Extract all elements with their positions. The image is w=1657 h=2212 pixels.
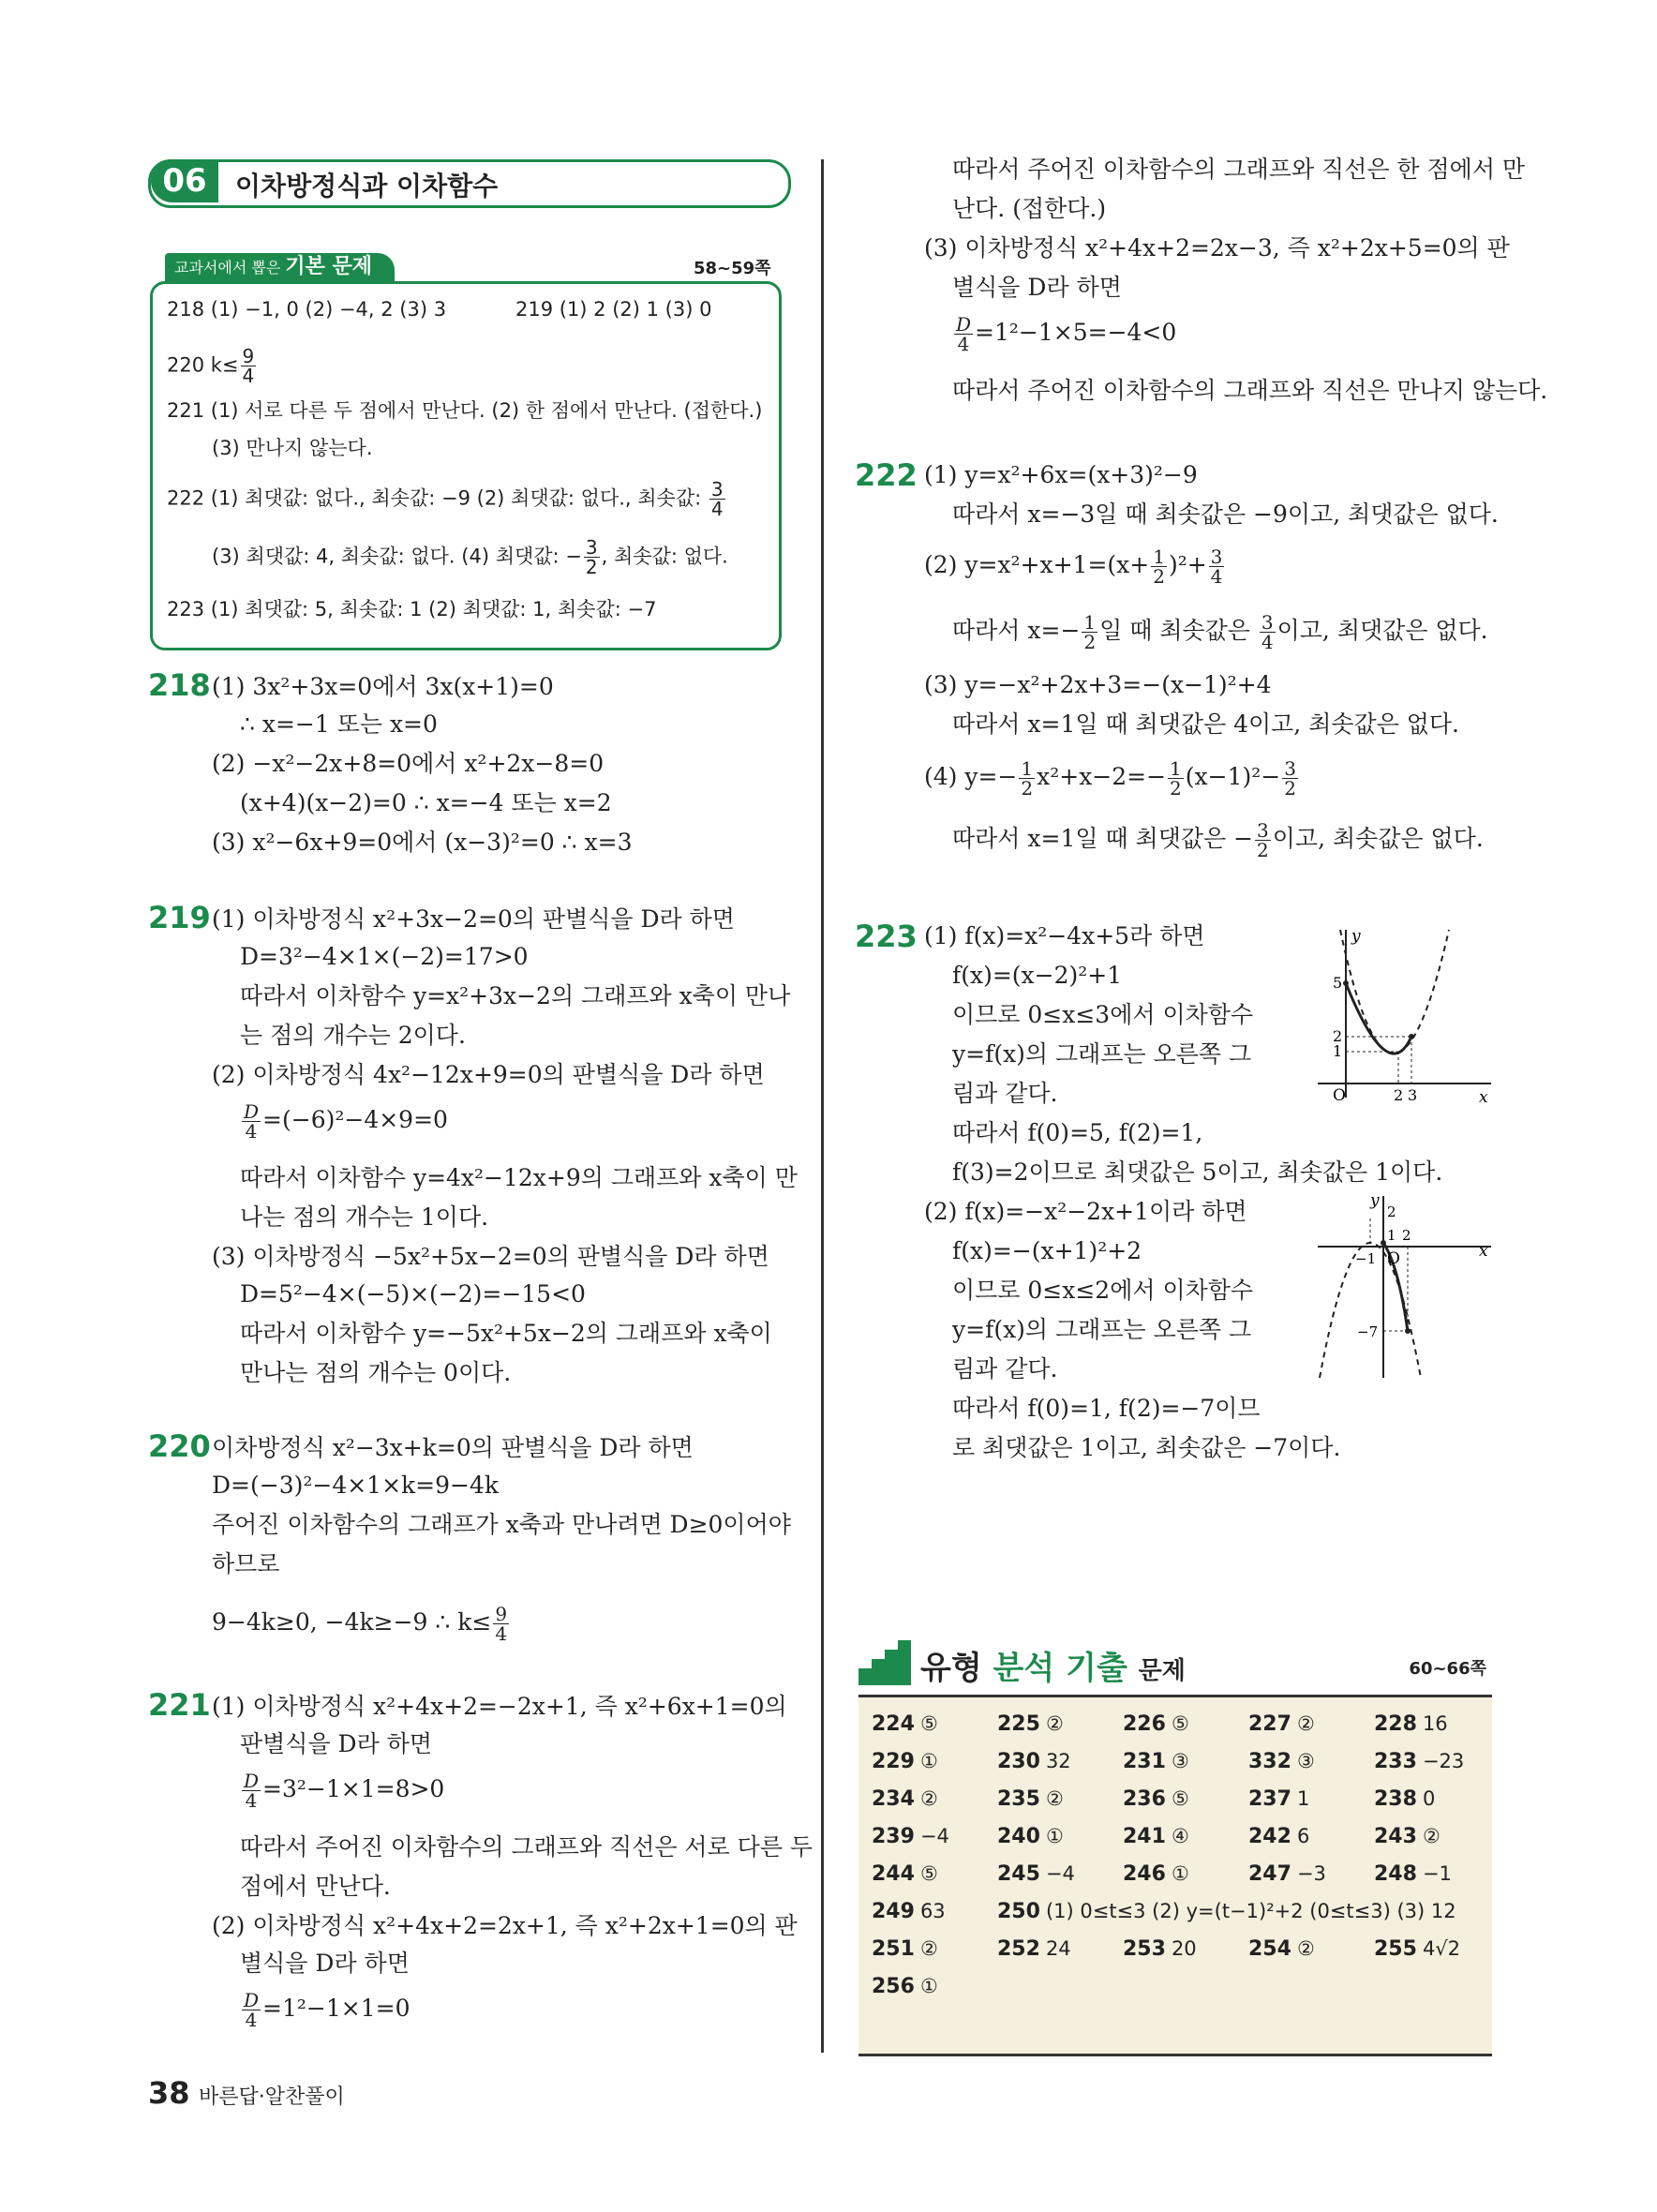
tick-label: 1 — [1387, 1227, 1396, 1244]
solution-line: f(x)=(x−2)²+1 — [952, 962, 1123, 989]
basic-row: 219 (1) 2 (2) 1 (3) 0 — [515, 298, 712, 321]
solution-line: (3) 이차방정식 −5x²+5x−2=0의 판별식을 D라 하면 — [212, 1243, 769, 1270]
problem-number: 221 — [148, 1687, 211, 1723]
solution-line: (3) x²−6x+9=0에서 (x−3)²=0 ∴ x=3 — [212, 829, 633, 856]
solution-line: D=3²−4×1×(−2)=17>0 — [240, 943, 529, 970]
answer-item: 245 −4 — [997, 1862, 1075, 1886]
basic-tag-big: 기본 문제 — [285, 255, 373, 278]
solution-line: 이차방정식 x²−3x+k=0의 판별식을 D라 하면 — [212, 1434, 694, 1461]
basic-row: 218 (1) −1, 0 (2) −4, 2 (3) 3 — [167, 298, 447, 321]
solution-line: (2) f(x)=−x²−2x+1이라 하면 — [924, 1198, 1247, 1225]
solution-line: y=f(x)의 그래프는 오른쪽 그 — [952, 1316, 1252, 1343]
solution-line: (2) −x²−2x+8=0에서 x²+2x−8=0 — [212, 750, 605, 777]
solution-line: 따라서 x=−3일 때 최솟값은 −9이고, 최댓값은 없다. — [952, 501, 1499, 528]
section-number: 06 — [151, 159, 218, 202]
section-title: 이차방정식과 이차함수 — [235, 171, 499, 202]
answer-item: 332 ③ — [1248, 1750, 1315, 1773]
solution-line: (3) y=−x²+2x+3=−(x−1)²+4 — [924, 671, 1272, 698]
solution-line: 별식을 D라 하면 — [240, 1950, 410, 1977]
answer-item: 241 ④ — [1123, 1825, 1189, 1848]
axis-label: x — [1479, 1088, 1488, 1102]
solution-line: 따라서 주어진 이차함수의 그래프와 직선은 서로 다른 두 — [240, 1833, 814, 1861]
solution-line: 림과 같다. — [952, 1080, 1058, 1107]
tick-label: 2 — [1387, 1203, 1396, 1220]
answer-item: 233 −23 — [1374, 1750, 1465, 1773]
tick-label: 2 — [1333, 1027, 1343, 1045]
solution-line: 이므로 0≤x≤3에서 이차함수 — [952, 1001, 1254, 1028]
solution-line: (1) f(x)=x²−4x+5라 하면 — [924, 922, 1205, 949]
solution-line: 하므로 — [212, 1550, 280, 1577]
basic-pages: 58~59쪽 — [694, 259, 771, 278]
solution-line: 따라서 x=1일 때 최댓값은 4이고, 최솟값은 없다. — [952, 710, 1459, 738]
solution-line: ∴ x=−1 또는 x=0 — [240, 710, 438, 738]
tick-label: 1 — [1333, 1042, 1343, 1060]
solution-line: 따라서 f(0)=1, f(2)=−7이므 — [952, 1395, 1261, 1422]
answer-item: 239 −4 — [872, 1825, 949, 1848]
answer-item: 251 ② — [872, 1937, 938, 1961]
problem-number: 222 — [855, 457, 918, 493]
solution-line: 9−4k≥0, −4k≥−9 ∴ k≤ $\frac{9}{4}$ — [212, 1603, 508, 1645]
basic-row: (3) 만나지 않는다. — [212, 437, 373, 459]
tick-label: 3 — [1408, 1086, 1418, 1102]
answer-item: 250 (1) 0≤t≤3 (2) y=(t−1)²+2 (0≤t≤3) (3) 12 — [997, 1900, 1456, 1923]
section-header — [148, 159, 791, 208]
graph-223-2 — [1308, 1190, 1496, 1387]
answer-item: 254 ② — [1248, 1937, 1315, 1961]
answer-item: 228 16 — [1374, 1712, 1448, 1736]
solution-line: 따라서 x=− $\frac{1}{2}$ 일 때 최솟값은 $\frac{3}{4}$ 이고, 최댓값은 없다. — [952, 611, 1488, 653]
solution-line: D=(−3)²−4×1×k=9−4k — [212, 1472, 500, 1499]
answer-item: 236 ⑤ — [1123, 1787, 1189, 1811]
solution-line: (1) 이차방정식 x²+3x−2=0의 판별식을 D라 하면 — [212, 905, 735, 933]
solution-line: 따라서 이차함수 y=x²+3x−2의 그래프와 x축이 만나 — [240, 982, 791, 1009]
answers-pages: 60~66쪽 — [1409, 1659, 1486, 1679]
answer-item: 230 32 — [997, 1750, 1071, 1773]
answer-item: 248 −1 — [1374, 1862, 1452, 1886]
answer-item: 238 0 — [1374, 1787, 1436, 1811]
solution-line: 따라서 주어진 이차함수의 그래프와 직선은 만나지 않는다. — [952, 377, 1548, 404]
answer-item: 224 ⑤ — [872, 1712, 938, 1736]
problem-number: 218 — [148, 667, 211, 703]
problem-number: 223 — [855, 919, 918, 954]
solution-line: 이므로 0≤x≤2에서 이차함수 — [952, 1277, 1254, 1304]
solution-line: (2) 이차방정식 4x²−12x+9=0의 판별식을 D라 하면 — [212, 1061, 765, 1088]
solution-line: (1) 이차방정식 x²+4x+2=−2x+1, 즉 x²+6x+1=0의 — [212, 1693, 787, 1720]
solution-line: 따라서 f(0)=5, f(2)=1, — [952, 1119, 1203, 1146]
solution-line: 따라서 이차함수 y=−5x²+5x−2의 그래프와 x축이 — [240, 1320, 772, 1347]
answer-item: 247 −3 — [1248, 1862, 1326, 1886]
solution-line: D=5²−4×(−5)×(−2)=−15<0 — [240, 1280, 586, 1308]
answer-item: 252 24 — [997, 1937, 1071, 1961]
column-divider — [821, 159, 824, 2053]
solution-line: (2) 이차방정식 x²+4x+2=2x+1, 즉 x²+2x+1=0의 판 — [212, 1912, 798, 1939]
axis-label: y — [1370, 1191, 1380, 1210]
answer-item: 231 ③ — [1123, 1750, 1189, 1773]
basic-row: 223 (1) 최댓값: 5, 최솟값: 1 (2) 최댓값: 1, 최솟값: −7 — [167, 598, 657, 620]
solution-line: 로 최댓값은 1이고, 최솟값은 −7이다. — [952, 1434, 1341, 1461]
tick-label: 5 — [1333, 974, 1343, 992]
solution-line: $\frac{D}{4}$ =(−6)²−4×9=0 — [244, 1100, 448, 1143]
solution-line: (1) y=x²+6x=(x+3)²−9 — [924, 461, 1198, 488]
origin-label: O — [1387, 1249, 1400, 1268]
answers-title: 유형 분석 기출 문제 — [920, 1650, 1186, 1687]
answer-item: 226 ⑤ — [1123, 1712, 1189, 1736]
axis-label: x — [1479, 1242, 1488, 1261]
answer-item: 229 ① — [872, 1750, 938, 1773]
solution-line: (1) 3x²+3x=0에서 3x(x+1)=0 — [212, 673, 554, 700]
answer-item: 253 20 — [1123, 1937, 1197, 1961]
solution-line: 림과 같다. — [952, 1355, 1058, 1382]
answer-item: 240 ① — [997, 1825, 1064, 1848]
problem-number: 219 — [148, 900, 211, 935]
answers-box — [858, 1695, 1492, 2056]
solution-line: 별식을 D라 하면 — [952, 274, 1122, 301]
basic-row: 222 (1) 최댓값: 없다., 최솟값: −9 (2) 최댓값: 없다., 최솟값: $\frac{3}{4}$ — [167, 478, 724, 520]
solution-line: (4) y=− $\frac{1}{2}$ x²+x−2=− $\frac{1}{2}$ (x−1)²− $\frac{3}{2}$ — [924, 757, 1296, 800]
tick-label: −7 — [1357, 1323, 1379, 1340]
answer-item: 246 ① — [1123, 1862, 1189, 1886]
solution-line: (x+4)(x−2)=0 ∴ x=−4 또는 x=2 — [240, 789, 612, 816]
solution-line: 는 점의 개수는 2이다. — [240, 1022, 466, 1049]
basic-row: 221 (1) 서로 다른 두 점에서 만난다. (2) 한 점에서 만난다. (접한다.) — [167, 399, 763, 422]
solution-line: 판별식을 D라 하면 — [240, 1730, 432, 1757]
axis-label: y — [1351, 927, 1361, 946]
answer-item: 242 6 — [1248, 1825, 1310, 1848]
solution-line: 따라서 주어진 이차함수의 그래프와 직선은 한 점에서 만 — [952, 156, 1526, 183]
solution-line: 난다. (접한다.) — [952, 195, 1107, 222]
solution-line: 따라서 이차함수 y=4x²−12x+9의 그래프와 x축이 만 — [240, 1164, 798, 1191]
answers-header — [858, 1637, 1492, 1689]
answer-item: 237 1 — [1248, 1787, 1310, 1811]
solution-line: (2) y=x²+x+1=(x+ $\frac{1}{2}$ )²+ $\frac{3}{4}$ — [924, 546, 1223, 588]
stairs-icon — [858, 1640, 915, 1687]
basic-row: (3) 최댓값: 4, 최솟값: 없다. (4) 최댓값: − $\frac{3}{2}$ , 최솟값: 없다. — [212, 536, 728, 578]
solution-line: (3) 이차방정식 x²+4x+2=2x−3, 즉 x²+2x+5=0의 판 — [924, 234, 1510, 262]
tick-label: 2 — [1402, 1227, 1411, 1244]
solution-line: y=f(x)의 그래프는 오른쪽 그 — [952, 1040, 1252, 1068]
answer-item: 234 ② — [872, 1787, 938, 1811]
origin-label: O — [1333, 1086, 1346, 1102]
solution-line: $\frac{D}{4}$ =1²−1×1=0 — [244, 1989, 411, 2031]
basic-row: 220 k≤ $\frac{9}{4}$ — [167, 345, 255, 387]
solution-line: $\frac{D}{4}$ =3²−1×1=8>0 — [244, 1770, 445, 1812]
basic-tag-small: 교과서에서 뽑은 — [174, 259, 286, 276]
footer-label: 바른답·알찬풀이 — [199, 2085, 345, 2109]
solution-line: f(3)=2이므로 최댓값은 5이고, 최솟값은 1이다. — [952, 1158, 1443, 1186]
solution-line: $\frac{D}{4}$ =1²−1×5=−4<0 — [956, 313, 1177, 355]
solution-line: f(x)=−(x+1)²+2 — [952, 1237, 1142, 1264]
answer-item: 227 ② — [1248, 1712, 1315, 1736]
answer-item: 249 63 — [872, 1900, 946, 1923]
answer-item: 235 ② — [997, 1787, 1064, 1811]
solution-line: 만나는 점의 개수는 0이다. — [240, 1359, 512, 1386]
graph-223-1 — [1308, 924, 1496, 1102]
tick-label: 2 — [1394, 1086, 1404, 1102]
solution-line: 점에서 만난다. — [240, 1873, 391, 1900]
basic-tag — [165, 253, 395, 281]
answer-item: 243 ② — [1374, 1825, 1441, 1848]
solution-line: 나는 점의 개수는 1이다. — [240, 1203, 489, 1231]
answer-item: 244 ⑤ — [872, 1862, 938, 1886]
solution-line: 따라서 x=1일 때 최댓값은 − $\frac{3}{2}$ 이고, 최솟값은 없다. — [952, 819, 1484, 861]
page-number: 38 — [148, 2075, 190, 2111]
answer-item: 225 ② — [997, 1712, 1064, 1736]
tick-label: −1 — [1355, 1250, 1377, 1267]
solution-line: 주어진 이차함수의 그래프가 x축과 만나려면 D≥0이어야 — [212, 1511, 791, 1538]
problem-number: 220 — [148, 1428, 211, 1464]
answer-item: 255 4√2 — [1374, 1937, 1461, 1961]
answer-item: 256 ① — [872, 1975, 938, 1998]
